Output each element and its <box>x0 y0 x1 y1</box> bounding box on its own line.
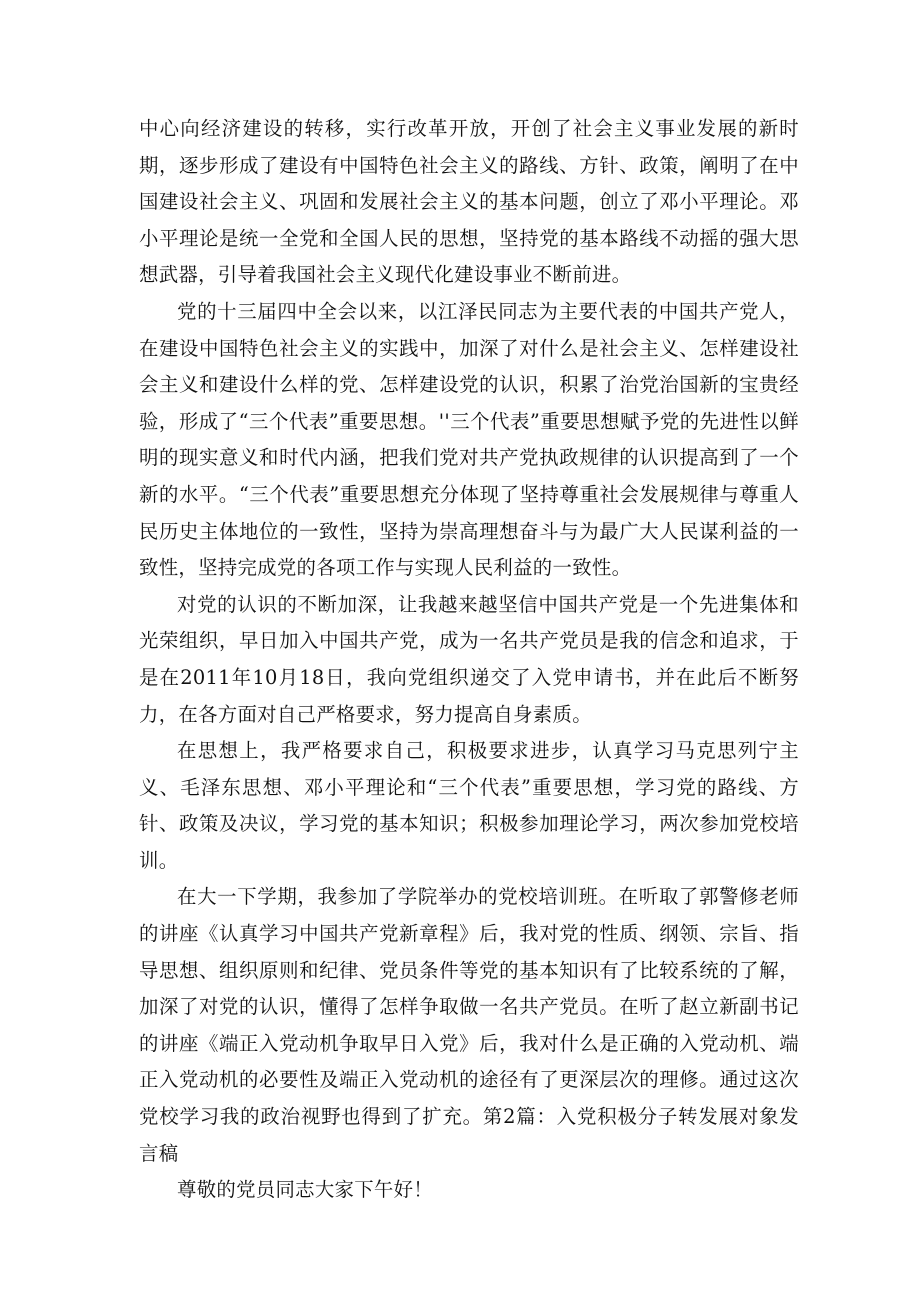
paragraph-1: 中心向经济建设的转移，实行改革开放，开创了社会主义事业发展的新时期，逐步形成了建设有中国特色社会主义的路线、方针、政策，阐明了在中国建设社会主义、巩固和发展社会主义的基本问题，创立了邓小平理论。邓小平理论是统一全党和全国人民的思想，坚持党的基本路线不动摇的强大思想武器，引导着我国社会主义现代化建设事业不断前进。 <box>139 117 799 287</box>
paragraph-4: 在思想上，我严格要求自己，积极要求进步，认真学习马克思列宁主义、毛泽东思想、邓小平理论和“三个代表”重要思想，学习党的路线、方针、政策及决议，学习党的基本知识；积极参加理论学习，两次参加党校培训。 <box>139 739 799 872</box>
document-body <box>139 111 799 1209</box>
paragraph-5: 在大一下学期，我参加了学院举办的党校培训班。在听取了郭警修老师的讲座《认真学习中国共产党新章程》后，我对党的性质、纲领、宗旨、指导思想、组织原则和纪律、党员条件等党的基本知识有了比较系统的了解，加深了对党的认识，懂得了怎样争取做一名共产党员。在听了赵立新副书记的讲座《端正入党动机争取早日入党》后，我对什么是正确的入党动机、端正入党动机的必要性及端正入党动机的途径有了更深层次的理修。通过这次党校学习我的政治视野也得到了扩充。第2篇：入党积极分子转发展对象发言稿 <box>139 885 799 1165</box>
paragraph-3: 对党的认识的不断加深，让我越来越坚信中国共产党是一个先进集体和光荣组织，早日加入中国共产党，成为一名共产党员是我的信念和追求，于是在2011年10月18日，我向党组织递交了入党申请书，并在此后不断努力，在各方面对自己严格要求，努力提高自身素质。 <box>139 592 799 726</box>
paragraph-2: 党的十三届四中全会以来，以江泽民同志为主要代表的中国共产党人，在建设中国特色社会主义的实践中，加深了对什么是社会主义、怎样建设社会主义和建设什么样的党、怎样建设党的认识，积累了治党治国新的宝贵经验，形成了“三个代表”重要思想。''三个代表”重要思想赋予党的先进性以鲜明的现实意义和时代内涵，把我们党对共产党执政规律的认识提高到了一个新的水平。“三个代表”重要思想充分体现了坚持尊重社会发展规律与尊重人民历史主体地位的一致性，坚持为崇高理想奋斗与为最广大人民谋利益的一致性，坚持完成党的各项工作与实现人民利益的一致性。 <box>139 299 799 580</box>
paragraph-6: 尊敬的党员同志大家下午好！ <box>177 1178 433 1202</box>
